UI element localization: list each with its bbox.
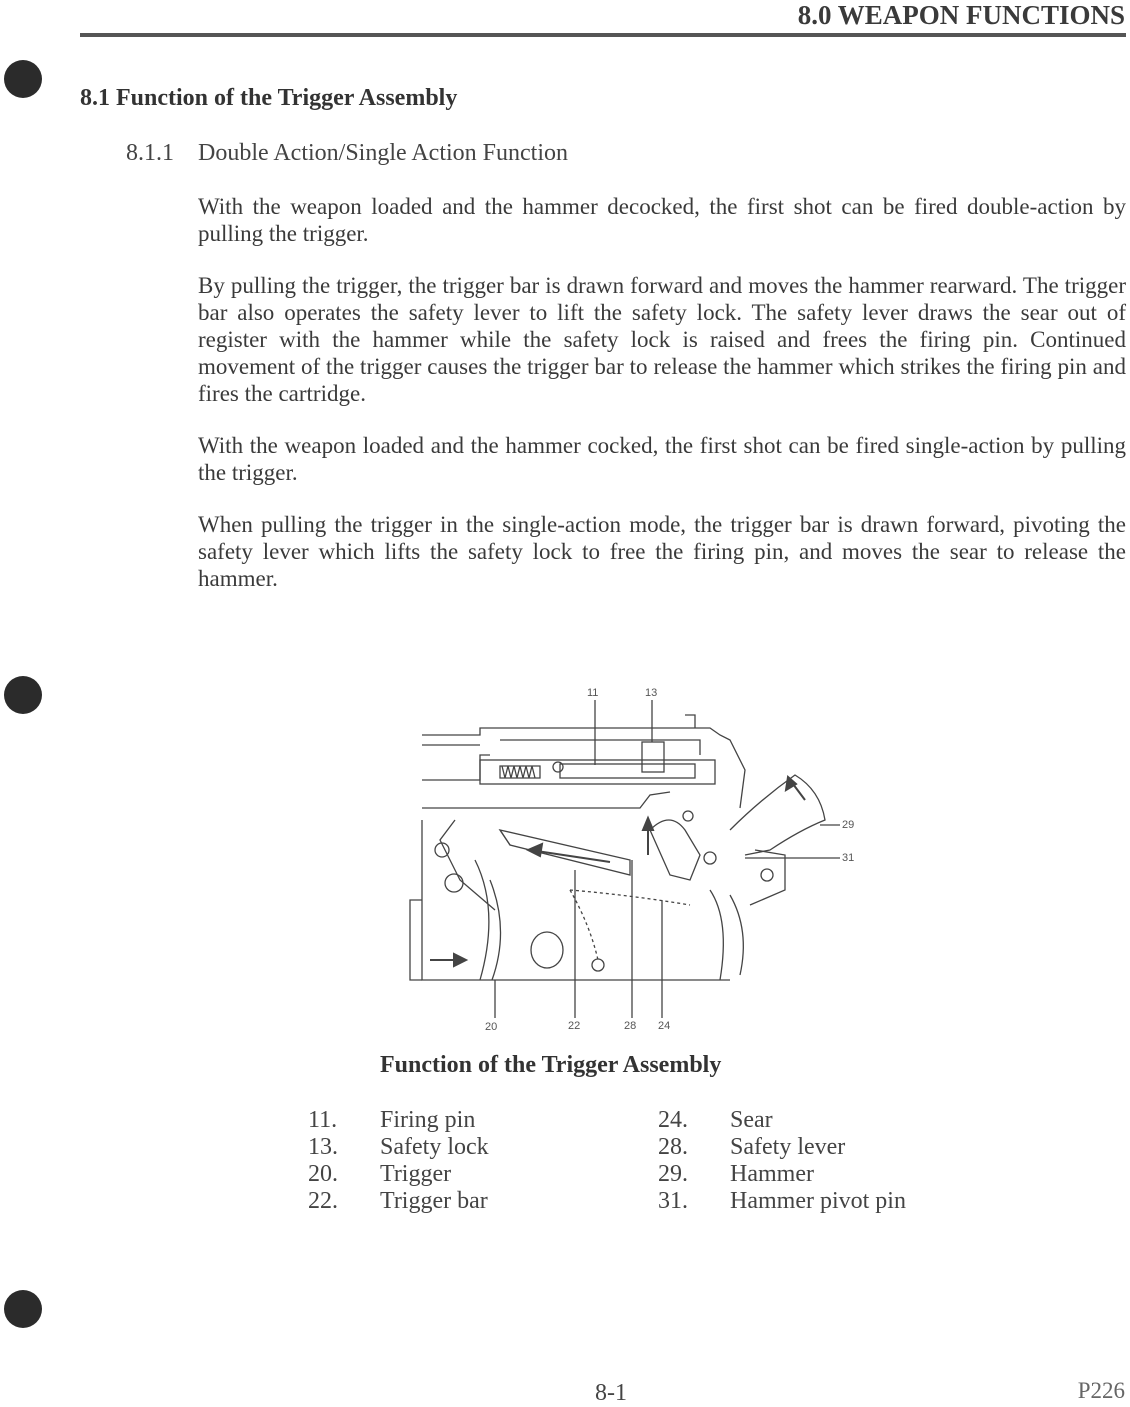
legend-label: Hammer <box>730 1161 814 1187</box>
callout-label: 28 <box>624 1020 637 1032</box>
legend-number: 11. <box>308 1107 338 1133</box>
legend-number: 22. <box>308 1188 338 1214</box>
legend-item <box>658 1161 906 1188</box>
subsection-number: 8.1.1 <box>126 140 174 166</box>
header-rule <box>80 33 1126 37</box>
section-title: 8.1 Function of the Trigger Assembly <box>80 85 458 111</box>
page-number: 8-1 <box>595 1380 627 1406</box>
legend-item <box>658 1188 906 1215</box>
binder-hole-bottom <box>4 1290 42 1328</box>
callout-label: 13 <box>645 687 658 699</box>
legend-label: Trigger <box>380 1161 452 1187</box>
callout-label: 31 <box>842 852 855 864</box>
legend-label: Firing pin <box>380 1107 476 1133</box>
paragraph: When pulling the trigger in the single-action mode, the trigger bar is drawn forward, pivoting the safety lever which lifts the safety lock to free the firing pin, and moves the sear to release the hammer. <box>198 512 1126 591</box>
trigger-assembly-diagram <box>400 680 880 1040</box>
legend-label: Safety lever <box>730 1134 846 1160</box>
legend-item <box>308 1188 489 1215</box>
paragraph: With the weapon loaded and the hammer cocked, the first shot can be fired single-action by pulling the trigger. <box>198 433 1126 485</box>
body-text <box>198 193 1126 617</box>
paragraph: By pulling the trigger, the trigger bar is drawn forward and moves the hammer rearward. The trigger bar also operates the safety lever to lift the safety lock. The safety lever draws the sear out of register with the hammer while the safety lock is raised and frees the firing pin. Continued movement of the trigger causes the trigger bar to release the hammer which strikes the firing pin and fires the cartridge. <box>198 273 1126 406</box>
legend-item <box>308 1134 489 1161</box>
legend-number: 28. <box>658 1134 688 1160</box>
callout-label: 24 <box>658 1020 671 1032</box>
paragraph: With the weapon loaded and the hammer decocked, the first shot can be fired double-action by pulling the trigger. <box>198 194 1126 246</box>
legend-number: 20. <box>308 1161 338 1187</box>
legend-label: Trigger bar <box>380 1188 488 1214</box>
parts-legend-right <box>658 1107 906 1215</box>
page-header-title: 8.0 WEAPON FUNCTIONS <box>797 0 1125 30</box>
legend-number: 24. <box>658 1107 688 1133</box>
binder-hole-top <box>4 60 42 98</box>
legend-item <box>308 1161 489 1188</box>
subsection-title: Double Action/Single Action Function <box>198 140 568 166</box>
binder-hole-middle <box>4 676 42 714</box>
legend-item <box>658 1107 906 1134</box>
legend-item <box>658 1134 906 1161</box>
parts-legend-left <box>308 1107 489 1215</box>
legend-label: Sear <box>730 1107 773 1133</box>
legend-number: 29. <box>658 1161 688 1187</box>
callout-label: 11 <box>587 687 599 699</box>
legend-label: Safety lock <box>380 1134 489 1160</box>
callout-label: 29 <box>842 819 855 831</box>
legend-label: Hammer pivot pin <box>730 1188 906 1214</box>
legend-item <box>308 1107 489 1134</box>
callout-label: 22 <box>568 1020 581 1032</box>
figure-caption: Function of the Trigger Assembly <box>380 1052 722 1078</box>
callout-label: 20 <box>485 1021 498 1033</box>
legend-number: 13. <box>308 1134 338 1160</box>
model-name: P226 <box>1077 1378 1125 1403</box>
legend-number: 31. <box>658 1188 688 1214</box>
